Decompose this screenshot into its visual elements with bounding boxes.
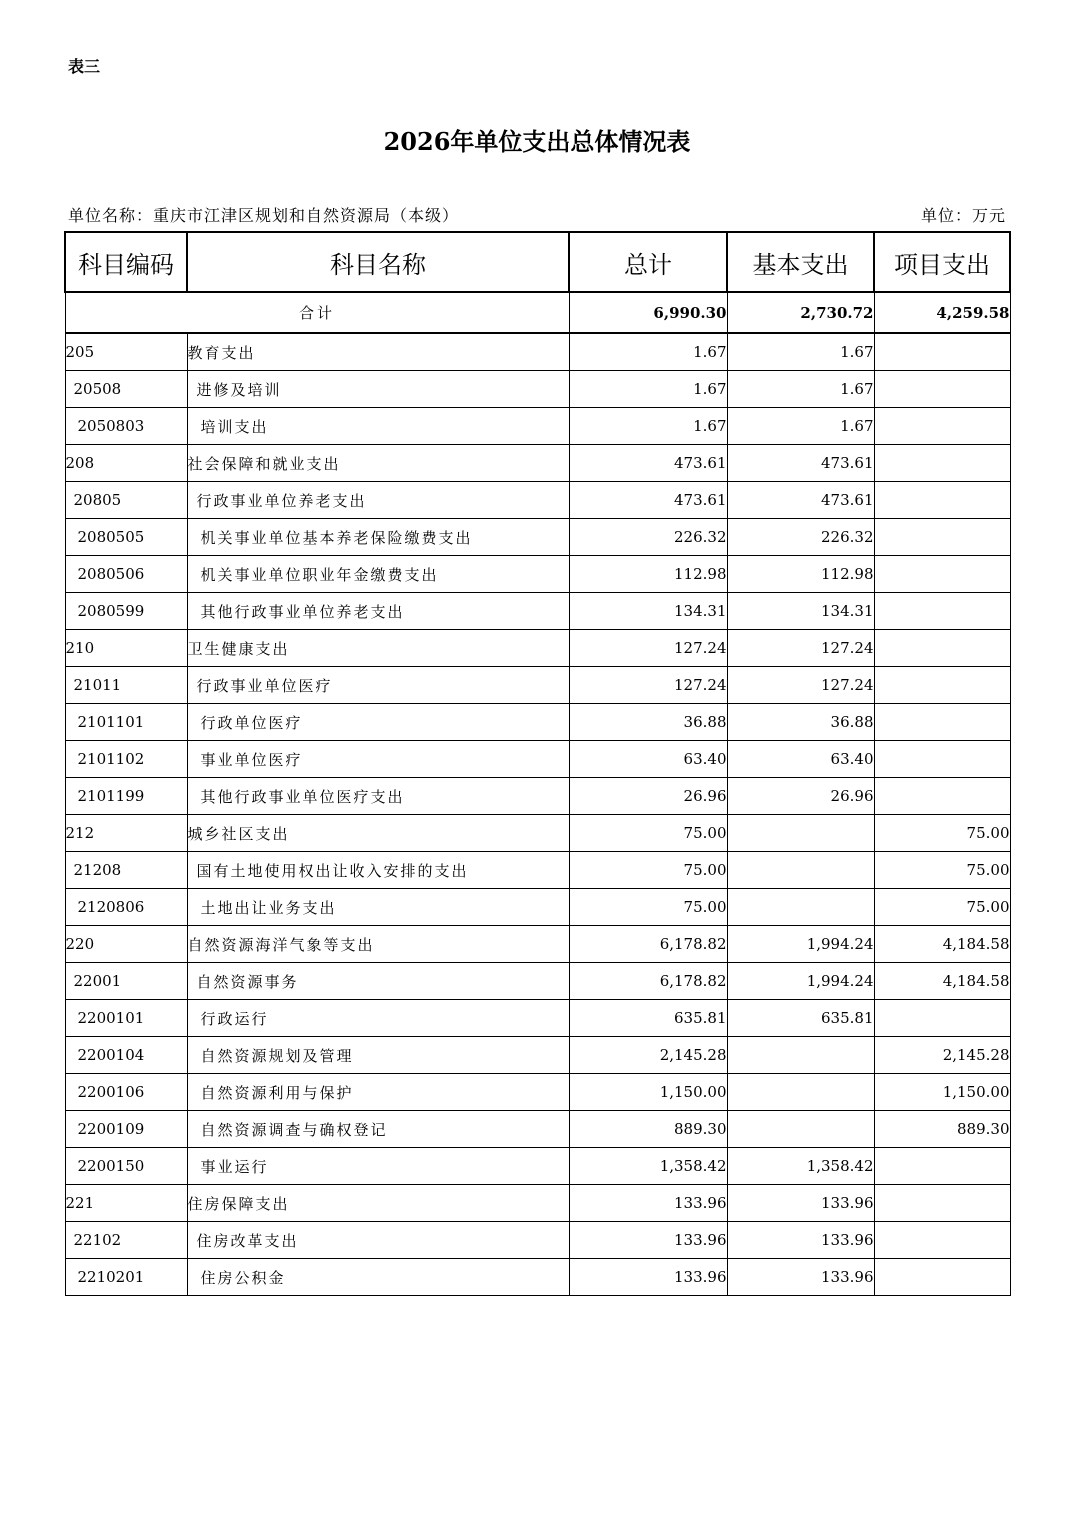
row-basic: 226.32	[727, 519, 874, 556]
row-basic: 127.24	[727, 630, 874, 667]
row-project	[874, 704, 1010, 741]
row-project: 4,184.58	[874, 963, 1010, 1000]
row-basic: 26.96	[727, 778, 874, 815]
row-project	[874, 630, 1010, 667]
table-row	[65, 333, 1010, 371]
row-name: 教育支出	[187, 333, 569, 371]
table-row	[65, 704, 1010, 741]
row-total: 226.32	[569, 519, 727, 556]
row-name: 国有土地使用权出让收入安排的支出	[187, 852, 569, 889]
row-basic: 1.67	[727, 371, 874, 408]
row-total: 473.61	[569, 482, 727, 519]
row-code: 2200109	[65, 1111, 187, 1148]
row-name: 行政运行	[187, 1000, 569, 1037]
row-total: 134.31	[569, 593, 727, 630]
unit-name: 单位名称：重庆市江津区规划和自然资源局（本级）	[68, 206, 460, 225]
row-code: 2101101	[65, 704, 187, 741]
table-row	[65, 371, 1010, 408]
header-name: 科目名称	[187, 232, 569, 292]
row-basic: 1,994.24	[727, 963, 874, 1000]
table-row	[65, 778, 1010, 815]
row-project	[874, 556, 1010, 593]
row-total: 889.30	[569, 1111, 727, 1148]
row-basic: 635.81	[727, 1000, 874, 1037]
row-total: 63.40	[569, 741, 727, 778]
table-row	[65, 667, 1010, 704]
row-project	[874, 519, 1010, 556]
row-total: 36.88	[569, 704, 727, 741]
row-code: 2101102	[65, 741, 187, 778]
table-row	[65, 1185, 1010, 1222]
row-name: 行政单位医疗	[187, 704, 569, 741]
row-name: 机关事业单位职业年金缴费支出	[187, 556, 569, 593]
row-basic	[727, 1074, 874, 1111]
table-row	[65, 1148, 1010, 1185]
row-project: 1,150.00	[874, 1074, 1010, 1111]
row-name: 城乡社区支出	[187, 815, 569, 852]
row-code: 2080505	[65, 519, 187, 556]
header-total: 总计	[569, 232, 727, 292]
table-row	[65, 556, 1010, 593]
row-project	[874, 741, 1010, 778]
row-name: 行政事业单位医疗	[187, 667, 569, 704]
row-code: 2080599	[65, 593, 187, 630]
row-total: 26.96	[569, 778, 727, 815]
table-row	[65, 1000, 1010, 1037]
table-row	[65, 445, 1010, 482]
header-code: 科目编码	[65, 232, 187, 292]
row-project	[874, 408, 1010, 445]
row-basic: 473.61	[727, 445, 874, 482]
table-row	[65, 482, 1010, 519]
row-name: 培训支出	[187, 408, 569, 445]
total-basic: 2,730.72	[727, 292, 874, 333]
row-total: 112.98	[569, 556, 727, 593]
row-name: 自然资源事务	[187, 963, 569, 1000]
total-total: 6,990.30	[569, 292, 727, 333]
row-basic: 1,358.42	[727, 1148, 874, 1185]
table-row	[65, 1222, 1010, 1259]
row-project	[874, 1259, 1010, 1296]
row-project	[874, 1222, 1010, 1259]
row-basic: 36.88	[727, 704, 874, 741]
row-project: 75.00	[874, 815, 1010, 852]
row-name: 其他行政事业单位医疗支出	[187, 778, 569, 815]
row-name: 自然资源海洋气象等支出	[187, 926, 569, 963]
row-total: 75.00	[569, 852, 727, 889]
row-name: 进修及培训	[187, 371, 569, 408]
row-name: 住房保障支出	[187, 1185, 569, 1222]
row-project	[874, 593, 1010, 630]
row-name: 住房公积金	[187, 1259, 569, 1296]
row-code: 2200104	[65, 1037, 187, 1074]
total-label: 合计	[65, 292, 569, 333]
header-project: 项目支出	[874, 232, 1010, 292]
row-code: 2120806	[65, 889, 187, 926]
row-total: 1,150.00	[569, 1074, 727, 1111]
row-name: 其他行政事业单位养老支出	[187, 593, 569, 630]
table-row	[65, 926, 1010, 963]
row-code: 2210201	[65, 1259, 187, 1296]
row-basic: 473.61	[727, 482, 874, 519]
row-basic: 133.96	[727, 1222, 874, 1259]
row-project: 4,184.58	[874, 926, 1010, 963]
table-row	[65, 630, 1010, 667]
row-total: 6,178.82	[569, 963, 727, 1000]
row-basic: 112.98	[727, 556, 874, 593]
row-name: 自然资源规划及管理	[187, 1037, 569, 1074]
row-code: 2200150	[65, 1148, 187, 1185]
row-code: 20508	[65, 371, 187, 408]
row-basic	[727, 815, 874, 852]
row-project	[874, 778, 1010, 815]
row-total: 6,178.82	[569, 926, 727, 963]
table-row	[65, 852, 1010, 889]
row-name: 自然资源利用与保护	[187, 1074, 569, 1111]
row-project: 2,145.28	[874, 1037, 1010, 1074]
row-project: 75.00	[874, 889, 1010, 926]
table-row	[65, 519, 1010, 556]
row-basic: 63.40	[727, 741, 874, 778]
header-basic: 基本支出	[727, 232, 874, 292]
row-project	[874, 445, 1010, 482]
row-project	[874, 667, 1010, 704]
row-code: 220	[65, 926, 187, 963]
row-total: 635.81	[569, 1000, 727, 1037]
row-name: 自然资源调查与确权登记	[187, 1111, 569, 1148]
row-total: 127.24	[569, 630, 727, 667]
row-basic: 133.96	[727, 1185, 874, 1222]
row-basic: 1,994.24	[727, 926, 874, 963]
row-code: 205	[65, 333, 187, 371]
table-row	[65, 815, 1010, 852]
row-basic	[727, 852, 874, 889]
row-basic: 134.31	[727, 593, 874, 630]
expenditure-table	[64, 231, 1011, 1296]
row-basic: 1.67	[727, 408, 874, 445]
row-basic: 1.67	[727, 333, 874, 371]
row-total: 2,145.28	[569, 1037, 727, 1074]
total-project: 4,259.58	[874, 292, 1010, 333]
row-code: 20805	[65, 482, 187, 519]
row-code: 2050803	[65, 408, 187, 445]
row-total: 1.67	[569, 333, 727, 371]
row-code: 22001	[65, 963, 187, 1000]
row-total: 133.96	[569, 1222, 727, 1259]
row-code: 2101199	[65, 778, 187, 815]
row-code: 208	[65, 445, 187, 482]
row-basic: 127.24	[727, 667, 874, 704]
row-name: 机关事业单位基本养老保险缴费支出	[187, 519, 569, 556]
table-row	[65, 889, 1010, 926]
table-row	[65, 1074, 1010, 1111]
row-project	[874, 1148, 1010, 1185]
row-code: 21011	[65, 667, 187, 704]
row-code: 21208	[65, 852, 187, 889]
row-code: 210	[65, 630, 187, 667]
row-code: 212	[65, 815, 187, 852]
row-name: 住房改革支出	[187, 1222, 569, 1259]
row-code: 2200106	[65, 1074, 187, 1111]
table-label: 表三	[68, 57, 101, 76]
row-total: 1.67	[569, 371, 727, 408]
unit-measure: 单位：万元	[920, 206, 1006, 225]
row-name: 社会保障和就业支出	[187, 445, 569, 482]
row-project: 889.30	[874, 1111, 1010, 1148]
row-name: 土地出让业务支出	[187, 889, 569, 926]
row-project	[874, 1185, 1010, 1222]
table-row	[65, 1259, 1010, 1296]
row-basic	[727, 1037, 874, 1074]
row-total: 133.96	[569, 1185, 727, 1222]
row-total: 1,358.42	[569, 1148, 727, 1185]
table-row	[65, 1037, 1010, 1074]
row-basic: 133.96	[727, 1259, 874, 1296]
page-title: 2026年单位支出总体情况表	[383, 127, 691, 156]
row-code: 2080506	[65, 556, 187, 593]
row-project	[874, 1000, 1010, 1037]
header-row	[65, 232, 1010, 292]
row-total: 133.96	[569, 1259, 727, 1296]
row-project	[874, 482, 1010, 519]
row-total: 75.00	[569, 889, 727, 926]
row-total: 1.67	[569, 408, 727, 445]
row-name: 事业单位医疗	[187, 741, 569, 778]
table-row	[65, 408, 1010, 445]
row-total: 127.24	[569, 667, 727, 704]
row-total: 473.61	[569, 445, 727, 482]
row-basic	[727, 889, 874, 926]
row-name: 行政事业单位养老支出	[187, 482, 569, 519]
row-code: 2200101	[65, 1000, 187, 1037]
row-basic	[727, 1111, 874, 1148]
row-project: 75.00	[874, 852, 1010, 889]
total-row	[65, 292, 1010, 333]
table-row	[65, 741, 1010, 778]
row-name: 事业运行	[187, 1148, 569, 1185]
table-row	[65, 963, 1010, 1000]
row-name: 卫生健康支出	[187, 630, 569, 667]
row-project	[874, 333, 1010, 371]
row-project	[874, 371, 1010, 408]
row-code: 22102	[65, 1222, 187, 1259]
table-row	[65, 1111, 1010, 1148]
row-total: 75.00	[569, 815, 727, 852]
row-code: 221	[65, 1185, 187, 1222]
table-row	[65, 593, 1010, 630]
